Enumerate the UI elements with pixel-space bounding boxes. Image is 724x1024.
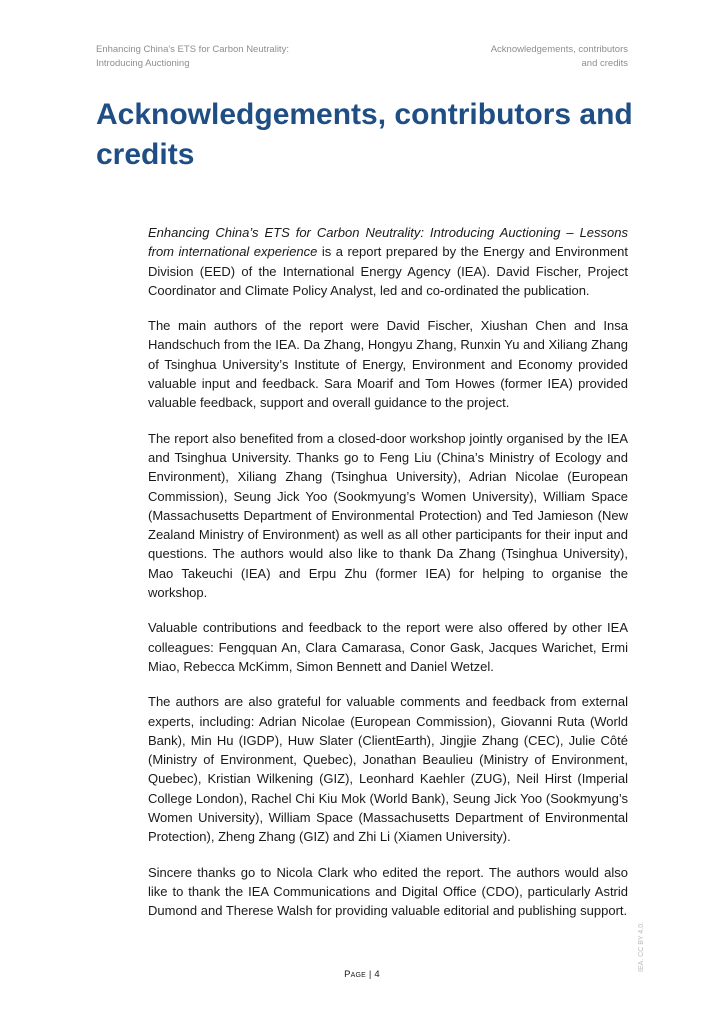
paragraph-authors: The main authors of the report were David Fischer, Xiushan Chen and Insa Handschuch from the IEA. Da Zhang, Hongyu Zhang, Runxin Yu and Xiliang Zhang of Tsinghua University’s Institute of Energy, Environment and Economy provided valuable input and feedback. Sara Moarif and Tom Howes (former IEA) provided valuable feedback, support and overall guidance to the project. — [148, 318, 628, 411]
page-separator: | — [366, 969, 375, 980]
page-title: Acknowledgements, contributors and credits — [96, 98, 633, 171]
intro-rest: is a report prepared by the Energy and Environment Division (EED) of the International Energy Agency (IEA). David Fischer, Project Coordinator and Climate Policy Analyst, led and co-ordinated the publication. — [148, 244, 628, 298]
page-footer — [0, 969, 724, 980]
paragraph-iea-colleagues: Valuable contributions and feedback to the report were also offered by other IEA colleagues: Fengquan An, Clara Camarasa, Conor Gask, Jacques Warichet, Ermi Miao, Rebecca McKimm, Simon Bennett and Daniel Wetzel. — [148, 620, 628, 674]
report-title-italic: Enhancing China’s ETS for Carbon Neutrality: Introducing Auctioning – Lessons from international experience — [148, 225, 628, 260]
license-note: IEA. CC BY 4.0. — [638, 921, 645, 972]
paragraph-external-experts: The authors are also grateful for valuable comments and feedback from external experts, including: Adrian Nicolae (European Commission), Giovanni Ruta (World Bank), Min Hu (IGDP), Huw Slater (ClientEarth), Jingjie Zhang (CEC), Julie Côté (Ministry of Environment, Quebec), Jonathan Beaulieu (Ministry of Environment, Quebec), Kristian Wilkening (GIZ), Leonhard Kaehler (ZUG), Neil Hirst (Imperial College London), Rachel Chi Kiu Mok (World Bank), Seung Jick Yoo (Sookmyung’s Women University), William Space (Massachusetts Department of Environmental Protection), Zheng Zhang (GIZ) and Zhi Li (Xiamen University). — [148, 694, 628, 845]
body-text — [148, 223, 628, 921]
header-left-line-1: Enhancing China's ETS for Carbon Neutrality: — [96, 44, 289, 55]
paragraph-workshop: The report also benefited from a closed-door workshop jointly organised by the IEA and Tsinghua University. Thanks go to Feng Liu (China’s Ministry of Ecology and Environment), Xiliang Zhang (Tsinghua University), Adrian Nicolae (European Commission), Seung Jick Yoo (Sookmyung’s Women University), William Space (Massachusetts Department of Environmental Protection) and Ted Jamieson (New Zealand Ministry of Environment) as well as all other participants for their input and questions. The authors would also like to thank Da Zhang (Tsinghua University), Mao Takeuchi (IEA) and Erpu Zhu (former IEA) for helping to organise the workshop. — [148, 430, 628, 601]
running-header-left — [96, 43, 289, 71]
paragraph-editorial: Sincere thanks go to Nicola Clark who edited the report. The authors would also like to thank the IEA Communications and Digital Office (CDO), particularly Astrid Dumond and Therese Walsh for providing valuable editorial and publishing support. — [148, 864, 628, 919]
header-left-line-2: Introducing Auctioning — [96, 58, 190, 69]
page-number: 4 — [374, 969, 380, 980]
page-label: Page — [344, 969, 367, 980]
header-right-line-2: and credits — [581, 58, 628, 69]
header-right-line-1: Acknowledgements, contributors — [490, 44, 628, 55]
intro-paragraph — [148, 223, 628, 300]
running-header-right — [491, 43, 628, 71]
